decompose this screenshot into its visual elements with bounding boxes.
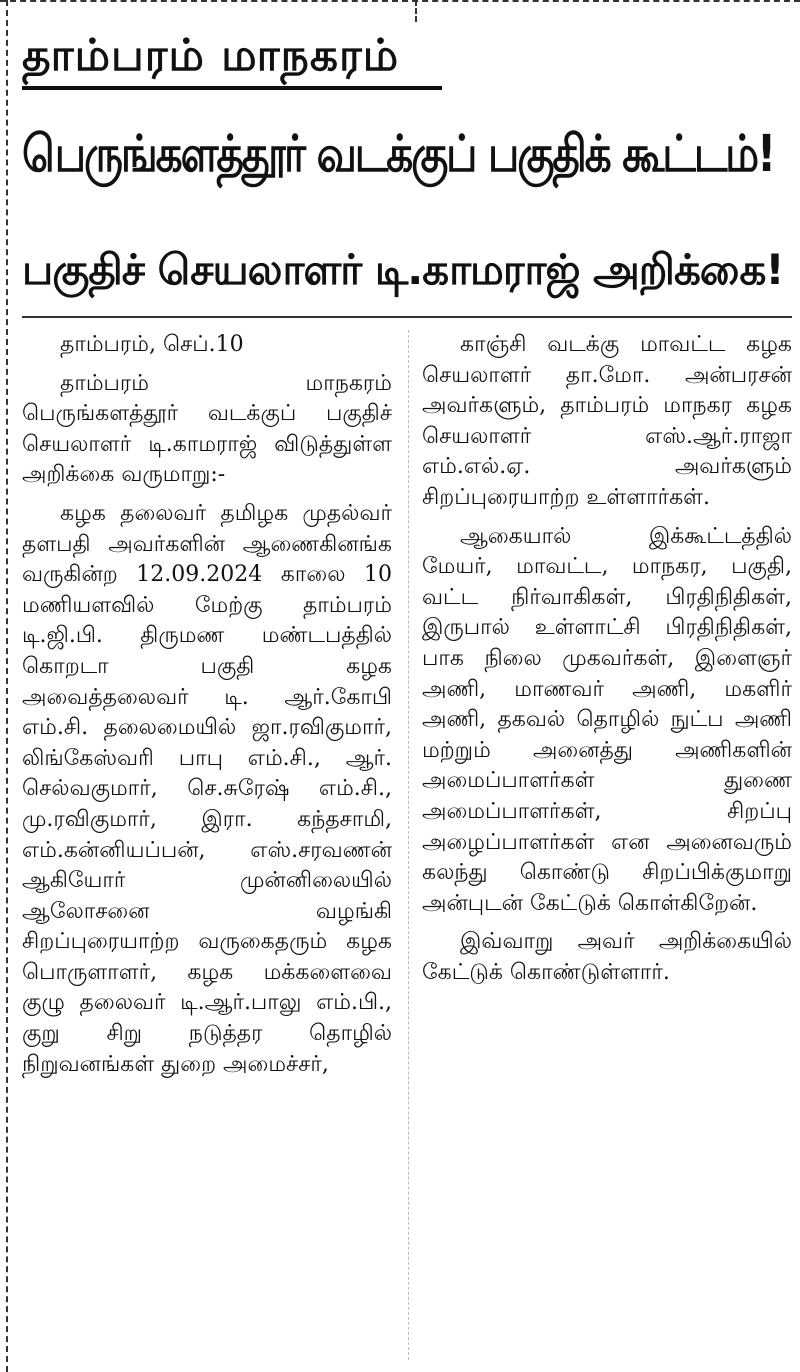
subheadline: பகுதிச் செயலாளர் டி.காமராஜ் அறிக்கை! — [22, 245, 784, 294]
dateline: தாம்பரம், செப்.10 — [60, 332, 244, 357]
header-rule — [22, 316, 792, 318]
left-dashed-border — [6, 0, 8, 1372]
article-paragraph: இவ்வாறு அவர் அறிக்கையில் கேட்டுக் கொண்டுள்ளார். — [422, 929, 792, 985]
kicker-title: தாம்பரம் மாநகரம் — [22, 30, 400, 81]
headline: பெருங்களத்தூர் வடக்குப் பகுதிக் கூட்டம்! — [22, 124, 775, 183]
article-paragraph: தாம்பரம் மாநகரம் பெருங்களத்தூர் வடக்குப் பகுதிச் செயலாளர் டி.காமராஜ் விடுத்துள்ள அறிக்கை வருமாறு:- — [22, 370, 392, 488]
kicker-underline — [22, 86, 442, 90]
article-paragraph: ஆகையால் இக்கூட்டத்தில் மேயர், மாவட்ட, மாநகர, பகுதி, வட்ட நிர்வாகிகள், பிரதிநிதிகள், இருபால் உள்ளாட்சி பிரதிநிதிகள், பாக நிலை முகவர்கள், இளைஞர் அணி, மாணவர் அணி, மகளிர் அணி, தகவல் தொழில் நுட்ப அணி மற்றும் அனைத்து அணிகளின் அமைப்பாளர்கள் துணை அமைப்பாளர்கள், சிறப்பு அழைப்பாளர்கள் என அனைவரும் கலந்து கொண்டு சிறப்பிக்குமாறு அன்புடன் கேட்டுக் கொள்கிறேன். — [422, 523, 792, 916]
newspaper-clipping — [22, 0, 792, 1372]
article-paragraph: காஞ்சி வடக்கு மாவட்ட கழக செயலாளர் தா.மோ. அன்பரசன் அவர்களும், தாம்பரம் மாநகர கழக செயலாளர் எஸ்.ஆர்.ராஜா எம்.எல்.ஏ. அவர்களும் சிறப்புரையாற்ற உள்ளார்கள். — [422, 332, 792, 510]
column-divider — [408, 330, 409, 1360]
article-column-left — [22, 330, 392, 1088]
article-column-right — [422, 330, 792, 996]
article-paragraph: கழக தலைவர் தமிழக முதல்வர் தளபதி அவர்களின் ஆணைகினங்க வருகின்ற 12.09.2024 காலை 10 மணியளவில் மேற்கு தாம்பரம் டி.ஜி.பி. திருமண மண்டபத்தில் கொறடா பகுதி கழக அவைத்தலைவர் டி. ஆர்.கோபி எம்.சி. தலைமையில் ஜா.ரவிகுமார், லிங்கேஸ்வரி பாபு எம்.சி., ஆர். செல்வகுமார், செ.சுரேஷ் எம்.சி., மு.ரவிகுமார், இரா. கந்தசாமி, எம்.கன்னியப்பன், எஸ்.சரவணன் ஆகியோர் முன்னிலையில் ஆலோசனை வழங்கி சிறப்புரையாற்ற வருகைதரும் கழக பொருளாளர், கழக மக்களைவை குழு தலைவர் டி.ஆர்.பாலு எம்.பி., குறு சிறு நடுத்தர தொழில் நிறுவனங்கள் துறை அமைச்சர், — [22, 500, 392, 1077]
